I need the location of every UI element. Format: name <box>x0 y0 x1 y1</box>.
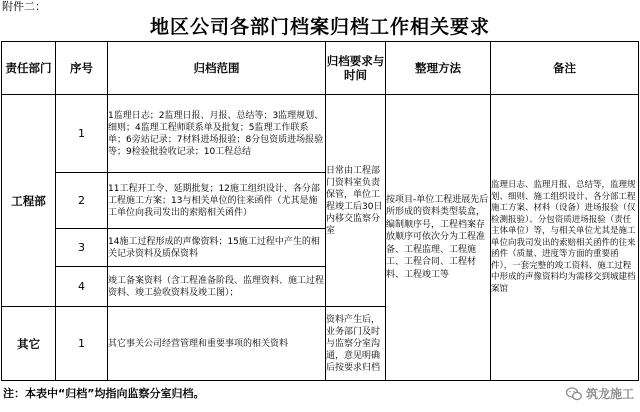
wechat-icon <box>566 387 582 401</box>
header-requirement: 归档要求与时间 <box>326 42 386 95</box>
header-scope: 归档范围 <box>108 42 326 95</box>
scope-cell: 11工程开工令、延期批复；12施工组织设计、各分部工程施工方案；13与相关单位的往来函件（尤其是施工单位向我司发出的索赔相关函件） <box>108 173 326 229</box>
row-number: 4 <box>56 267 108 307</box>
scope-cell: 其它事关公司经营管理和重要事项的相关资料 <box>108 307 326 381</box>
row-number: 2 <box>56 173 108 229</box>
attachment-label: 附件二： <box>2 0 46 13</box>
header-row <box>2 42 639 95</box>
dept-engineering: 工程部 <box>2 95 56 307</box>
archive-requirements-table <box>1 41 639 381</box>
requirement-engineering: 日常由工程部门资料室负责保管，单位工程竣工后30日内移交监察分室 <box>326 95 386 307</box>
scope-cell: 竣工备案资料（含工程准备阶段、监理资料、施工过程资料、竣工验收资料及竣工图）； <box>108 267 326 307</box>
row-number: 1 <box>56 95 108 173</box>
scope-cell: 14施工过程形成的声像资料；15施工过程中产生的相关记录资料及质保资料 <box>108 229 326 267</box>
row-number: 3 <box>56 229 108 267</box>
scope-cell: 1监理日志；2监理日报、月报、总结等；3监理规划、细则；4监理工程师联系单及批复；5监理工作联系单；6旁站记录；7材料进场报验；8分包资质进场报验等；9检验批验收记录；10工程总结 <box>108 95 326 173</box>
watermark-text: 筑龙施工 <box>585 387 634 401</box>
dept-other: 其它 <box>2 307 56 381</box>
method-cell: 按项目-单位工程进展先后所形成的资料类型装盒，编制顺序号，工程档案存放顺序可依次分为工程准备、工程监理、工程施工、工程合同、工程材料、工程竣工等 <box>386 95 491 381</box>
header-no: 序号 <box>56 42 108 95</box>
header-method: 整理方法 <box>386 42 491 95</box>
watermark <box>566 385 634 402</box>
table-row <box>2 95 639 173</box>
remark-cell: 监理日志、监理月报、总结等，监理规划、细则、施工组织设计、各分部工程施工方案、材料（设备）进场报验（仅检测报验）、分包资质进场报验（责任主体单位）等，与相关单位尤其是施工单位向我司发出的索赔相关函件的往来函件（质量、进度等方面的重要函件），一套完整的竣工资料、施工过程中形成的声像资料均为需移交到城建档案馆 <box>491 95 639 381</box>
header-dept: 责任部门 <box>2 42 56 95</box>
document-title: 地区公司各部门档案归档工作相关要求 <box>149 16 490 38</box>
footnote: 注：本表中“归档”均指向监察分室归档。 <box>3 387 205 400</box>
header-remark: 备注 <box>491 42 639 95</box>
row-number: 1 <box>56 307 108 381</box>
requirement-other: 资料产生后，业务部门及时与监察分室沟通，意见明确后按要求归档 <box>326 307 386 381</box>
